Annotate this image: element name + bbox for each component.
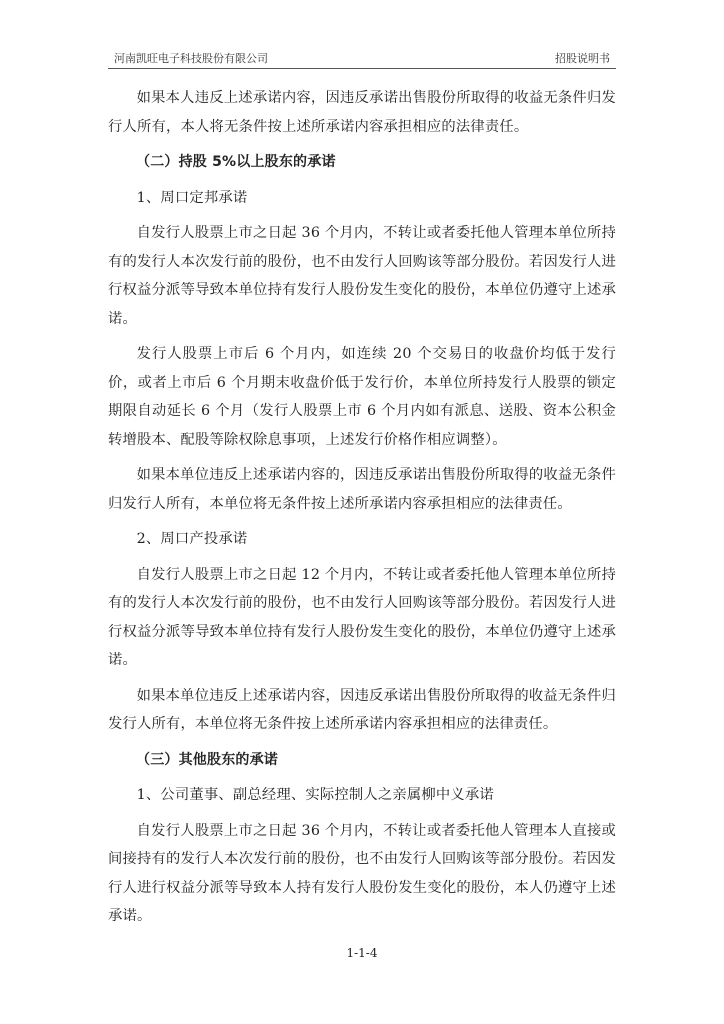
paragraph: 如果本单位违反上述承诺内容，因违反承诺出售股份所取得的收益无条件归发行人所有，本单位将无条件按上述所承诺内容承担相应的法律责任。 bbox=[108, 687, 616, 732]
page-header bbox=[108, 48, 616, 69]
paragraph: 如果本单位违反上述承诺内容的，因违反承诺出售股份所取得的收益无条件归发行人所有，本单位将无条件按上述所承诺内容承担相应的法律责任。 bbox=[108, 467, 616, 512]
section-heading: （三）其他股东的承诺 bbox=[136, 751, 278, 768]
section-heading: （二）持股 5%以上股东的承诺 bbox=[136, 154, 336, 170]
header-doc-type: 招股说明书 bbox=[555, 52, 610, 65]
paragraph: 自发行人股票上市之日起 36 个月内，不转让或者委托他人管理本人直接或间接持有的发行人本次发行前的股份，也不由发行人回购该等部分股份。若因发行人进行权益分派等导致本人持有发行人股份发生变化的股份，本人仍遵守上述承诺。 bbox=[108, 822, 616, 924]
subsection-title: 1、周口定邦承诺 bbox=[136, 189, 248, 206]
subsection-title: 2、周口产投承诺 bbox=[136, 531, 248, 547]
paragraph: 如果本人违反上述承诺内容，因违反承诺出售股份所取得的收益无条件归发行人所有，本人将无条件按上述所承诺内容承担相应的法律责任。 bbox=[108, 90, 616, 135]
subsection-title: 1、公司董事、副总经理、实际控制人之亲属柳中义承诺 bbox=[136, 787, 494, 803]
paragraph: 自发行人股票上市之日起 36 个月内，不转让或者委托他人管理本单位所持有的发行人本次发行前的股份，也不由发行人回购该等部分股份。若因发行人进行权益分派等导致本单位持有发行人股份发生变化的股份，本单位仍遵守上述承诺。 bbox=[108, 225, 616, 327]
paragraph: 发行人股票上市后 6 个月内，如连续 20 个交易日的收盘价均低于发行价，或者上市后 6 个月期末收盘价低于发行价，本单位所持发行人股票的锁定期限自动延长 6 个月（发行人股票上市 6 个月内如有派息、送股、资本公积金转增股本、配股等除权除息事项，上述发行价格作相应调整）。 bbox=[108, 346, 616, 448]
paragraph: 自发行人股票上市之日起 12 个月内，不转让或者委托他人管理本单位所持有的发行人本次发行前的股份，也不由发行人回购该等部分股份。若因发行人进行权益分派等导致本单位持有发行人股份发生变化的股份，本单位仍遵守上述承诺。 bbox=[108, 566, 616, 668]
page-number: 1-1-4 bbox=[346, 946, 378, 960]
document-body bbox=[108, 84, 616, 938]
header-company: 河南凯旺电子科技股份有限公司 bbox=[114, 52, 268, 65]
